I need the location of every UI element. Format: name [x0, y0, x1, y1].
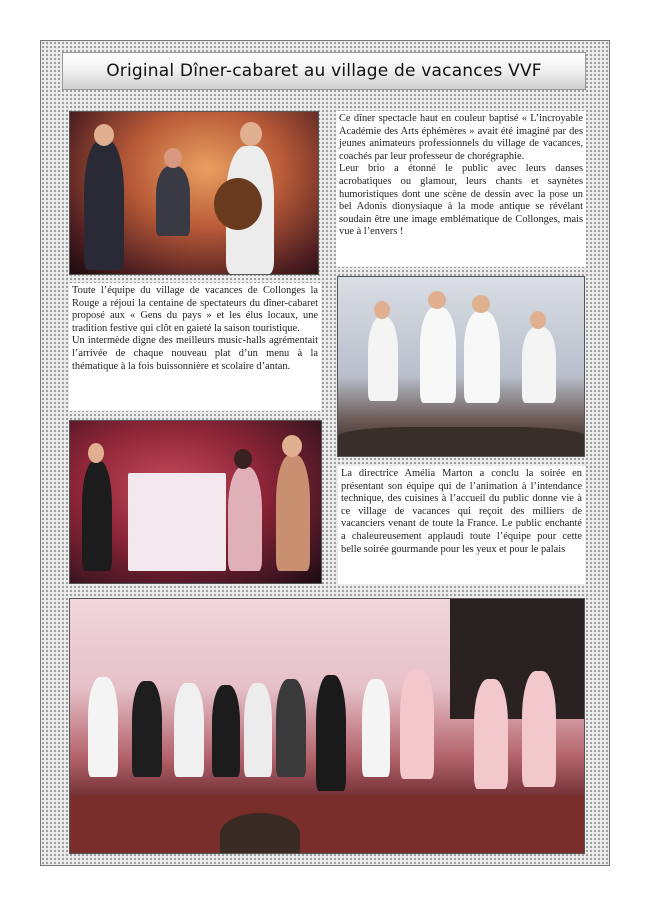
dancer-figure — [464, 311, 500, 403]
dancer-head — [428, 291, 446, 309]
paragraph: Toute l’équipe du village de vacances de Collonges la Rouge a réjoui la centaine de spectateurs du dîner-cabaret proposé aux « Gens du pays » et les élus locaux, une tradition festive qui clôt en gaieté la saison touristique. — [72, 285, 318, 334]
paragraph: Ce dîner spectacle haut en couleur baptisé « L’incroyable Académie des Arts éphémères » avait été imaginé par des jeunes animateurs professionnels du village de vacances, coachés par leur professeur de chorégraphie. — [339, 113, 583, 162]
photo-drawing-scene — [69, 420, 322, 584]
team-member — [212, 685, 240, 777]
performer-figure — [276, 455, 310, 571]
photo-dancers — [337, 276, 585, 457]
paragraph: Un intermède digne des meilleurs music-halls agrémentait l’arrivée de chaque nouveau plat d’un menu à la thématique à la fois buissonnière et scolaire d’antan. — [72, 335, 318, 372]
dancer-head — [472, 295, 490, 313]
team-member — [362, 679, 390, 777]
photo-full-team — [69, 598, 585, 854]
photo-singers-guitar — [69, 111, 319, 275]
audience-silhouette — [338, 427, 585, 457]
dancer-head — [374, 301, 390, 319]
dancer-figure — [522, 327, 556, 403]
dancer-figure — [420, 307, 456, 403]
dancer-head — [530, 311, 546, 329]
paragraph: Leur brio a étonné le public avec leurs danses acrobatiques ou glamour, leurs chants et saynètes humoristiques dont une scène de dessin avec la pose un bel Adonis dionysiaque à la mode antique se révélant soudain être une image emblématique de Collonges, mais vue à l’envers ! — [339, 163, 583, 238]
drawing-easel — [128, 473, 226, 571]
team-member — [174, 683, 204, 777]
performer-figure — [228, 467, 262, 571]
performer-head — [282, 435, 302, 457]
article-text-closing — [338, 466, 585, 584]
performer-head — [234, 449, 252, 469]
article-text-team — [69, 283, 321, 411]
performer-head — [164, 148, 182, 168]
performer-head — [94, 124, 114, 146]
team-member — [522, 671, 556, 787]
stage-wall-dark — [450, 599, 585, 719]
audience-silhouette — [220, 813, 300, 854]
paragraph: La directrice Amélia Marton a conclu la soirée en présentant son équipe qui de l’animation à l’intendance technique, des cuisines à l’accueil du public donne vie à ce village de vacances qui reçoit des milliers de vacanciers venant de toute la France. Le public enchanté a chaleureusement applaudi toute l’équipe pour cette belle soirée gourmande pour les yeux et pour le palais — [341, 468, 582, 555]
guitar-shape — [214, 178, 262, 230]
team-member — [400, 669, 434, 779]
performer-figure — [82, 461, 112, 571]
stage-floor — [70, 795, 585, 854]
team-member — [316, 675, 346, 791]
performer-figure — [156, 166, 190, 236]
performer-head — [88, 443, 104, 463]
page-title: Original Dîner-cabaret au village de vacances VVF — [106, 61, 542, 81]
performer-figure — [84, 140, 124, 270]
performer-head — [240, 122, 262, 146]
team-member — [276, 679, 306, 777]
team-member — [132, 681, 162, 777]
team-member — [244, 683, 272, 777]
team-member — [474, 679, 508, 789]
dancer-figure — [368, 317, 398, 401]
title-banner — [62, 52, 586, 90]
article-text-intro — [336, 111, 586, 267]
team-member — [88, 677, 118, 777]
